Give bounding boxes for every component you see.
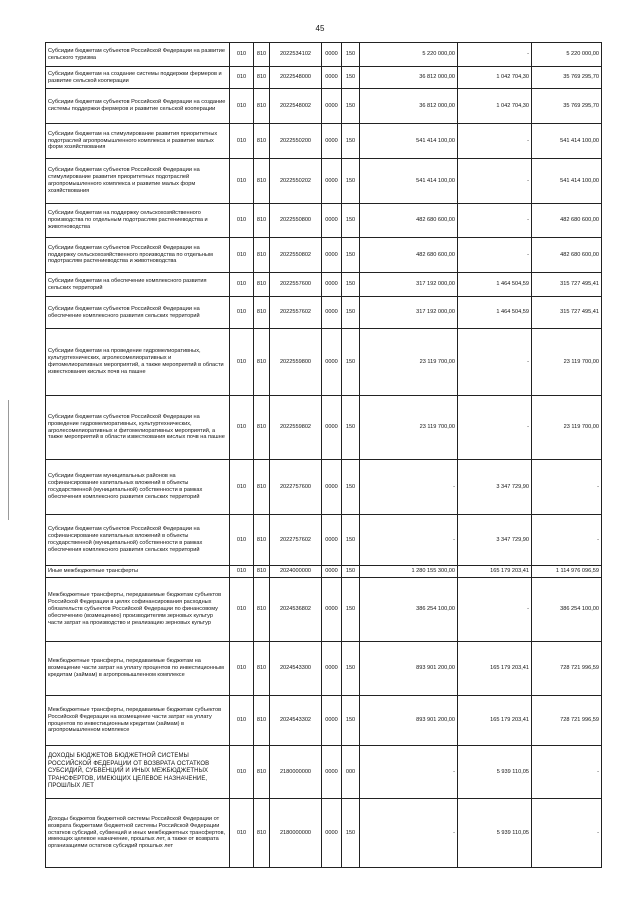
cell-kbk: 2022548000 bbox=[270, 67, 322, 89]
cell-sub: 810 bbox=[254, 566, 270, 578]
cell-admin: 010 bbox=[230, 124, 254, 159]
cell-kbk: 2022550202 bbox=[270, 159, 322, 204]
cell-sub: 810 bbox=[254, 329, 270, 396]
cell-kvd: 0000 bbox=[322, 159, 342, 204]
cell-col1: 893 901 200,00 bbox=[360, 696, 458, 746]
cell-col2: - bbox=[458, 124, 532, 159]
cell-col2: - bbox=[458, 578, 532, 642]
cell-col1: 23 119 700,00 bbox=[360, 329, 458, 396]
cell-sub: 810 bbox=[254, 238, 270, 273]
cell-admin: 010 bbox=[230, 43, 254, 67]
cell-sub: 810 bbox=[254, 204, 270, 238]
cell-kbk: 2022757602 bbox=[270, 515, 322, 566]
cell-kvd: 0000 bbox=[322, 642, 342, 696]
cell-ks: 150 bbox=[342, 89, 360, 124]
table-row bbox=[46, 566, 602, 578]
cell-kvd: 0000 bbox=[322, 696, 342, 746]
cell-col2: 1 042 704,30 bbox=[458, 67, 532, 89]
cell-kvd: 0000 bbox=[322, 799, 342, 868]
cell-admin: 010 bbox=[230, 329, 254, 396]
table-row bbox=[46, 515, 602, 566]
cell-col1: 541 414 100,00 bbox=[360, 159, 458, 204]
cell-kvd: 0000 bbox=[322, 238, 342, 273]
cell-sub: 810 bbox=[254, 696, 270, 746]
cell-name: Межбюджетные трансферты, передаваемые бюджетам субъектов Российской Федерации в целях софинансирования расходных обязательств субъектов Российской Федерации по финансовому обеспечению (возмещению) производителям зерновых культур части затрат на производство и реализацию зерновых культур bbox=[46, 578, 230, 642]
cell-name: Субсидии бюджетам субъектов Российской Федерации на развитие сельского туризма bbox=[46, 43, 230, 67]
cell-sub: 810 bbox=[254, 460, 270, 515]
cell-kbk: 2024000000 bbox=[270, 566, 322, 578]
table-row bbox=[46, 204, 602, 238]
cell-col1: 36 812 000,00 bbox=[360, 89, 458, 124]
cell-col1: - bbox=[360, 799, 458, 868]
cell-kvd: 0000 bbox=[322, 746, 342, 799]
cell-kbk: 2024536802 bbox=[270, 578, 322, 642]
cell-col2: - bbox=[458, 204, 532, 238]
cell-name: Субсидии бюджетам на стимулирование развития приоритетных подотраслей агропромышленного комплекса и развитие малых форм хозяйствования bbox=[46, 124, 230, 159]
cell-col2: 1 464 504,59 bbox=[458, 273, 532, 297]
cell-name: Субсидии бюджетам субъектов Российской Федерации на проведение гидромелиоративных, культуртехнических, агролесомелиоративных и фитомелиоративных мероприятий, а также мероприятий в области известкования кислых почв на пашне bbox=[46, 396, 230, 460]
cell-sub: 810 bbox=[254, 746, 270, 799]
cell-ks: 150 bbox=[342, 578, 360, 642]
cell-col2: 165 179 203,41 bbox=[458, 696, 532, 746]
cell-kvd: 0000 bbox=[322, 67, 342, 89]
page-number: 45 bbox=[315, 24, 325, 33]
cell-ks: 150 bbox=[342, 329, 360, 396]
cell-name: Субсидии бюджетам субъектов Российской Федерации на поддержку сельскохозяйственного производства по отдельным подотраслям растениеводства и животноводства bbox=[46, 238, 230, 273]
cell-sub: 810 bbox=[254, 124, 270, 159]
cell-col3: 482 680 600,00 bbox=[532, 238, 602, 273]
cell-name: Межбюджетные трансферты, передаваемые бюджетам субъектов Российской Федерации на возмещение части затрат на уплату процентов по инвестиционным кредитам (займам) в агропромышленном комплексе bbox=[46, 696, 230, 746]
cell-col3: 5 220 000,00 bbox=[532, 43, 602, 67]
cell-kvd: 0000 bbox=[322, 43, 342, 67]
cell-col3: 728 721 996,59 bbox=[532, 642, 602, 696]
cell-col3: 315 727 495,41 bbox=[532, 297, 602, 329]
cell-col2: - bbox=[458, 159, 532, 204]
cell-col3: 541 414 100,00 bbox=[532, 124, 602, 159]
cell-name: Субсидии бюджетам на обеспечение комплексного развития сельских территорий bbox=[46, 273, 230, 297]
cell-kvd: 0000 bbox=[322, 566, 342, 578]
cell-col2: - bbox=[458, 238, 532, 273]
cell-ks: 150 bbox=[342, 696, 360, 746]
cell-kvd: 0000 bbox=[322, 515, 342, 566]
cell-admin: 010 bbox=[230, 297, 254, 329]
table-row bbox=[46, 460, 602, 515]
table-row bbox=[46, 396, 602, 460]
cell-ks: 000 bbox=[342, 746, 360, 799]
cell-col1: 23 119 700,00 bbox=[360, 396, 458, 460]
cell-sub: 810 bbox=[254, 159, 270, 204]
cell-kvd: 0000 bbox=[322, 204, 342, 238]
cell-admin: 010 bbox=[230, 578, 254, 642]
cell-kvd: 0000 bbox=[322, 329, 342, 396]
cell-col3: 386 254 100,00 bbox=[532, 578, 602, 642]
cell-col2: 3 347 729,90 bbox=[458, 460, 532, 515]
table-row bbox=[46, 89, 602, 124]
cell-col1: 386 254 100,00 bbox=[360, 578, 458, 642]
cell-col3: 35 769 295,70 bbox=[532, 67, 602, 89]
cell-ks: 150 bbox=[342, 43, 360, 67]
table-row bbox=[46, 124, 602, 159]
cell-ks: 150 bbox=[342, 799, 360, 868]
cell-col1: 36 812 000,00 bbox=[360, 67, 458, 89]
cell-col3: 541 414 100,00 bbox=[532, 159, 602, 204]
cell-col2: - bbox=[458, 43, 532, 67]
cell-kbk: 2022548002 bbox=[270, 89, 322, 124]
cell-name: Субсидии бюджетам на поддержку сельскохозяйственного производства по отдельным подотраслям растениеводства и животноводства bbox=[46, 204, 230, 238]
cell-sub: 810 bbox=[254, 43, 270, 67]
cell-ks: 150 bbox=[342, 159, 360, 204]
table-row bbox=[46, 746, 602, 799]
cell-admin: 010 bbox=[230, 746, 254, 799]
cell-col3: 315 727 495,41 bbox=[532, 273, 602, 297]
cell-sub: 810 bbox=[254, 799, 270, 868]
cell-ks: 150 bbox=[342, 297, 360, 329]
cell-admin: 010 bbox=[230, 89, 254, 124]
cell-admin: 010 bbox=[230, 515, 254, 566]
cell-name: Доходы бюджетов бюджетной системы Российской Федерации от возврата бюджетами бюджетной системы Российской Федерации остатков субсидий, субвенций и иных межбюджетных трансфертов, имеющих целевое назначение, прошлых лет, а также от возврата организациями остатков субсидий прошлых лет bbox=[46, 799, 230, 868]
cell-kvd: 0000 bbox=[322, 297, 342, 329]
cell-admin: 010 bbox=[230, 67, 254, 89]
cell-name: Субсидии бюджетам субъектов Российской Федерации на создание системы поддержки фермеров и развитие сельской кооперации bbox=[46, 89, 230, 124]
cell-kvd: 0000 bbox=[322, 578, 342, 642]
cell-col2: 5 939 110,05 bbox=[458, 746, 532, 799]
cell-sub: 810 bbox=[254, 396, 270, 460]
cell-name: ДОХОДЫ БЮДЖЕТОВ БЮДЖЕТНОЙ СИСТЕМЫ РОССИЙСКОЙ ФЕДЕРАЦИИ ОТ ВОЗВРАТА ОСТАТКОВ СУБСИДИЙ, СУБВЕНЦИЙ И ИНЫХ МЕЖБЮДЖЕТНЫХ ТРАНСФЕРТОВ, ИМЕЮЩИХ ЦЕЛЕВОЕ НАЗНАЧЕНИЕ, ПРОШЛЫХ ЛЕТ bbox=[46, 746, 230, 799]
table-row bbox=[46, 642, 602, 696]
cell-kbk: 2022550800 bbox=[270, 204, 322, 238]
cell-kbk: 2022559800 bbox=[270, 329, 322, 396]
cell-kbk: 2022550200 bbox=[270, 124, 322, 159]
cell-col2: 5 939 110,05 bbox=[458, 799, 532, 868]
cell-kbk: 2022757600 bbox=[270, 460, 322, 515]
cell-sub: 810 bbox=[254, 273, 270, 297]
table-row bbox=[46, 43, 602, 67]
cell-kvd: 0000 bbox=[322, 396, 342, 460]
table-row bbox=[46, 696, 602, 746]
cell-ks: 150 bbox=[342, 396, 360, 460]
cell-col3: 23 119 700,00 bbox=[532, 396, 602, 460]
scan-edge-line bbox=[8, 400, 9, 520]
cell-col3: - bbox=[532, 460, 602, 515]
cell-col1: 482 680 600,00 bbox=[360, 238, 458, 273]
cell-col3: 35 769 295,70 bbox=[532, 89, 602, 124]
cell-kbk: 2022557600 bbox=[270, 273, 322, 297]
cell-admin: 010 bbox=[230, 642, 254, 696]
cell-admin: 010 bbox=[230, 159, 254, 204]
cell-admin: 010 bbox=[230, 460, 254, 515]
cell-sub: 810 bbox=[254, 578, 270, 642]
cell-name: Субсидии бюджетам субъектов Российской Федерации на софинансирование капитальных вложений в объекты государственной (муниципальной) собственности в рамках обеспечения комплексного развития сельских территорий bbox=[46, 515, 230, 566]
cell-kvd: 0000 bbox=[322, 89, 342, 124]
cell-sub: 810 bbox=[254, 89, 270, 124]
cell-kbk: 2022550802 bbox=[270, 238, 322, 273]
table-row bbox=[46, 67, 602, 89]
cell-kbk: 2022534102 bbox=[270, 43, 322, 67]
cell-col1: - bbox=[360, 746, 458, 799]
table-row bbox=[46, 578, 602, 642]
cell-col1: 1 280 155 300,00 bbox=[360, 566, 458, 578]
cell-col3: 23 119 700,00 bbox=[532, 329, 602, 396]
cell-sub: 810 bbox=[254, 297, 270, 329]
cell-kvd: 0000 bbox=[322, 273, 342, 297]
cell-admin: 010 bbox=[230, 273, 254, 297]
cell-col2: - bbox=[458, 329, 532, 396]
table-row bbox=[46, 238, 602, 273]
cell-kbk: 2024543300 bbox=[270, 642, 322, 696]
cell-kbk: 2024543302 bbox=[270, 696, 322, 746]
cell-ks: 150 bbox=[342, 566, 360, 578]
table-row bbox=[46, 297, 602, 329]
cell-col2: 165 179 203,41 bbox=[458, 642, 532, 696]
cell-admin: 010 bbox=[230, 238, 254, 273]
budget-table bbox=[45, 42, 602, 868]
cell-ks: 150 bbox=[342, 642, 360, 696]
cell-col3: 728 721 996,59 bbox=[532, 696, 602, 746]
cell-col3: 1 114 976 096,59 bbox=[532, 566, 602, 578]
cell-kbk: 2180000000 bbox=[270, 799, 322, 868]
cell-col2: 1 464 504,59 bbox=[458, 297, 532, 329]
cell-sub: 810 bbox=[254, 67, 270, 89]
cell-col1: 893 901 200,00 bbox=[360, 642, 458, 696]
table-body bbox=[46, 43, 602, 868]
cell-name: Субсидии бюджетам муниципальных районов на софинансирование капитальных вложений в объекты государственной (муниципальной) собственности в рамках обеспечения комплексного развития сельских территорий bbox=[46, 460, 230, 515]
cell-col2: 165 179 203,41 bbox=[458, 566, 532, 578]
cell-ks: 150 bbox=[342, 460, 360, 515]
cell-name: Межбюджетные трансферты, передаваемые бюджетам на возмещение части затрат на уплату процентов по инвестиционным кредитам (займам) в агропромышленном комплексе bbox=[46, 642, 230, 696]
cell-kbk: 2022559802 bbox=[270, 396, 322, 460]
cell-ks: 150 bbox=[342, 204, 360, 238]
cell-admin: 010 bbox=[230, 799, 254, 868]
cell-col1: 317 192 000,00 bbox=[360, 273, 458, 297]
cell-name: Субсидии бюджетам на проведение гидромелиоративных, культуртехнических, агролесомелиоративных и фитомелиоративных мероприятий, а также мероприятий в области известкования кислых почв на пашне bbox=[46, 329, 230, 396]
cell-col2: 1 042 704,30 bbox=[458, 89, 532, 124]
cell-ks: 150 bbox=[342, 67, 360, 89]
cell-col3: 482 680 600,00 bbox=[532, 204, 602, 238]
cell-col1: 482 680 600,00 bbox=[360, 204, 458, 238]
cell-admin: 010 bbox=[230, 396, 254, 460]
cell-name: Иные межбюджетные трансферты bbox=[46, 566, 230, 578]
cell-ks: 150 bbox=[342, 273, 360, 297]
cell-col2: - bbox=[458, 396, 532, 460]
cell-admin: 010 bbox=[230, 566, 254, 578]
cell-admin: 010 bbox=[230, 696, 254, 746]
table-row bbox=[46, 273, 602, 297]
cell-ks: 150 bbox=[342, 515, 360, 566]
cell-col3: - bbox=[532, 799, 602, 868]
cell-admin: 010 bbox=[230, 204, 254, 238]
cell-ks: 150 bbox=[342, 238, 360, 273]
cell-col1: 541 414 100,00 bbox=[360, 124, 458, 159]
cell-name: Субсидии бюджетам субъектов Российской Федерации на обеспечение комплексного развития сельских территорий bbox=[46, 297, 230, 329]
table-row bbox=[46, 799, 602, 868]
cell-kvd: 0000 bbox=[322, 124, 342, 159]
cell-col1: - bbox=[360, 515, 458, 566]
cell-col1: 5 220 000,00 bbox=[360, 43, 458, 67]
cell-col3: - bbox=[532, 746, 602, 799]
table-row bbox=[46, 329, 602, 396]
cell-kbk: 2022557602 bbox=[270, 297, 322, 329]
cell-name: Субсидии бюджетам субъектов Российской Федерации на стимулирование развития приоритетных подотраслей агропромышленного комплекса и развитие малых форм хозяйствования bbox=[46, 159, 230, 204]
cell-kbk: 2180000000 bbox=[270, 746, 322, 799]
cell-col2: 3 347 729,90 bbox=[458, 515, 532, 566]
cell-sub: 810 bbox=[254, 515, 270, 566]
cell-col1: - bbox=[360, 460, 458, 515]
cell-ks: 150 bbox=[342, 124, 360, 159]
cell-col3: - bbox=[532, 515, 602, 566]
cell-col1: 317 192 000,00 bbox=[360, 297, 458, 329]
table-row bbox=[46, 159, 602, 204]
cell-name: Субсидии бюджетам на создание системы поддержки фермеров и развитие сельской кооперации bbox=[46, 67, 230, 89]
cell-sub: 810 bbox=[254, 642, 270, 696]
cell-kvd: 0000 bbox=[322, 460, 342, 515]
